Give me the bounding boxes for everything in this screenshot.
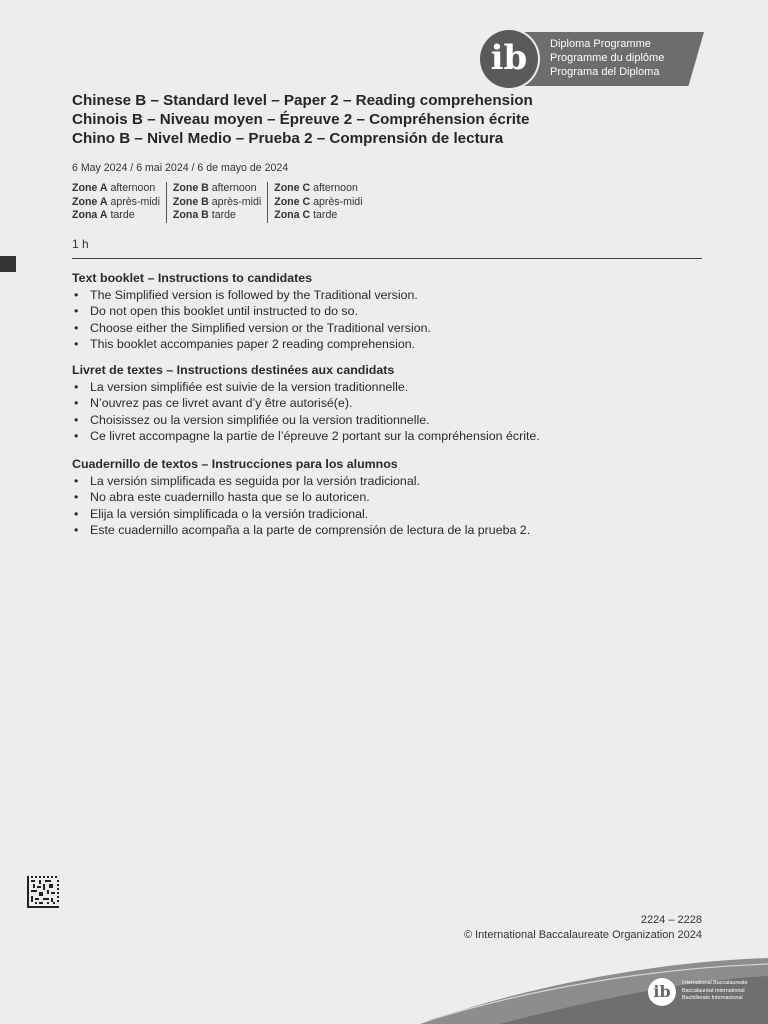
instruction-item: • La versión simplificada es seguida por la versión tradicional. xyxy=(72,473,712,489)
zone-row: Zone A après-midi xyxy=(72,195,160,208)
zone-row: Zone B après-midi xyxy=(172,195,262,208)
zone-row: Zone C afternoon xyxy=(274,182,358,194)
ibo-logo-text xyxy=(682,980,748,1003)
diploma-programme-logo xyxy=(480,28,704,90)
exam-date: 6 May 2024 / 6 mai 2024 / 6 de mayo de 2024 xyxy=(72,162,289,174)
ibo-line-es: Bachillerato Internacional xyxy=(682,995,743,1001)
title-english: Chinese B – Standard level – Paper 2 – Reading comprehension xyxy=(72,92,533,109)
section-heading: Livret de textes – Instructions destinées aux candidats xyxy=(72,363,395,377)
instruction-item: • La version simplifiée est suivie de la version traditionnelle. xyxy=(72,379,712,395)
zones-table xyxy=(72,182,369,223)
registration-mark xyxy=(0,256,16,272)
zone-row: Zone B afternoon xyxy=(172,182,257,194)
logo-text xyxy=(550,37,664,79)
zone-row: Zone C après-midi xyxy=(274,195,363,208)
instruction-item: • Do not open this booklet until instructed to do so. xyxy=(72,303,712,319)
copyright-notice: © International Baccalaureate Organization 2024 xyxy=(463,929,702,941)
zone-row: Zone A afternoon xyxy=(72,182,156,194)
zone-row: Zona C tarde xyxy=(274,209,338,221)
zone-column-c xyxy=(267,182,368,223)
ib-logo-icon: ib xyxy=(480,30,538,88)
instructions-french xyxy=(72,362,712,444)
zone-column-a xyxy=(72,182,166,223)
title-french: Chinois B – Niveau moyen – Épreuve 2 – Compréhension écrite xyxy=(72,111,530,128)
instruction-item: • N’ouvrez pas ce livret avant d’y être autorisé(e). xyxy=(72,395,712,411)
zone-row: Zona B tarde xyxy=(172,209,236,221)
exam-duration: 1 h xyxy=(72,237,89,251)
section-heading: Text booklet – Instructions to candidates xyxy=(72,271,313,285)
zone-row: Zona A tarde xyxy=(72,209,135,221)
ibo-line-fr: Baccalauréat International xyxy=(682,987,745,994)
ib-logo-icon: ib xyxy=(648,978,676,1006)
zone-column-b xyxy=(166,182,267,223)
paper-code: 2224 – 2228 xyxy=(640,914,702,926)
logo-line-en: Diploma Programme xyxy=(550,38,651,50)
logo-line-es: Programa del Diploma xyxy=(550,66,660,78)
instructions-spanish xyxy=(72,456,712,538)
instruction-item: • Ce livret accompagne la partie de l’épreuve 2 portant sur la compréhension écrite. xyxy=(72,428,712,444)
ibo-logo xyxy=(648,976,768,1012)
instruction-item: • Elija la versión simplificada o la versión tradicional. xyxy=(72,506,712,522)
datamatrix-code-icon xyxy=(27,876,59,908)
title-spanish: Chino B – Nivel Medio – Prueba 2 – Comprensión de lectura xyxy=(72,130,504,147)
instructions-english xyxy=(72,270,712,352)
instruction-item: • The Simplified version is followed by the Traditional version. xyxy=(72,287,712,303)
instruction-item: • Choisissez ou la version simplifiée ou la version traditionnelle. xyxy=(72,412,712,428)
ibo-line-en: International Baccalaureate xyxy=(682,980,748,986)
instruction-item: • No abra este cuadernillo hasta que se lo autoricen. xyxy=(72,489,712,505)
divider xyxy=(72,258,702,259)
instruction-item: • Este cuadernillo acompaña a la parte de comprensión de lectura de la prueba 2. xyxy=(72,522,712,538)
instruction-item: • Choose either the Simplified version or the Traditional version. xyxy=(72,320,712,336)
section-heading: Cuadernillo de textos – Instrucciones para los alumnos xyxy=(72,457,398,471)
instruction-item: • This booklet accompanies paper 2 reading comprehension. xyxy=(72,336,712,352)
logo-line-fr: Programme du diplôme xyxy=(550,52,665,64)
